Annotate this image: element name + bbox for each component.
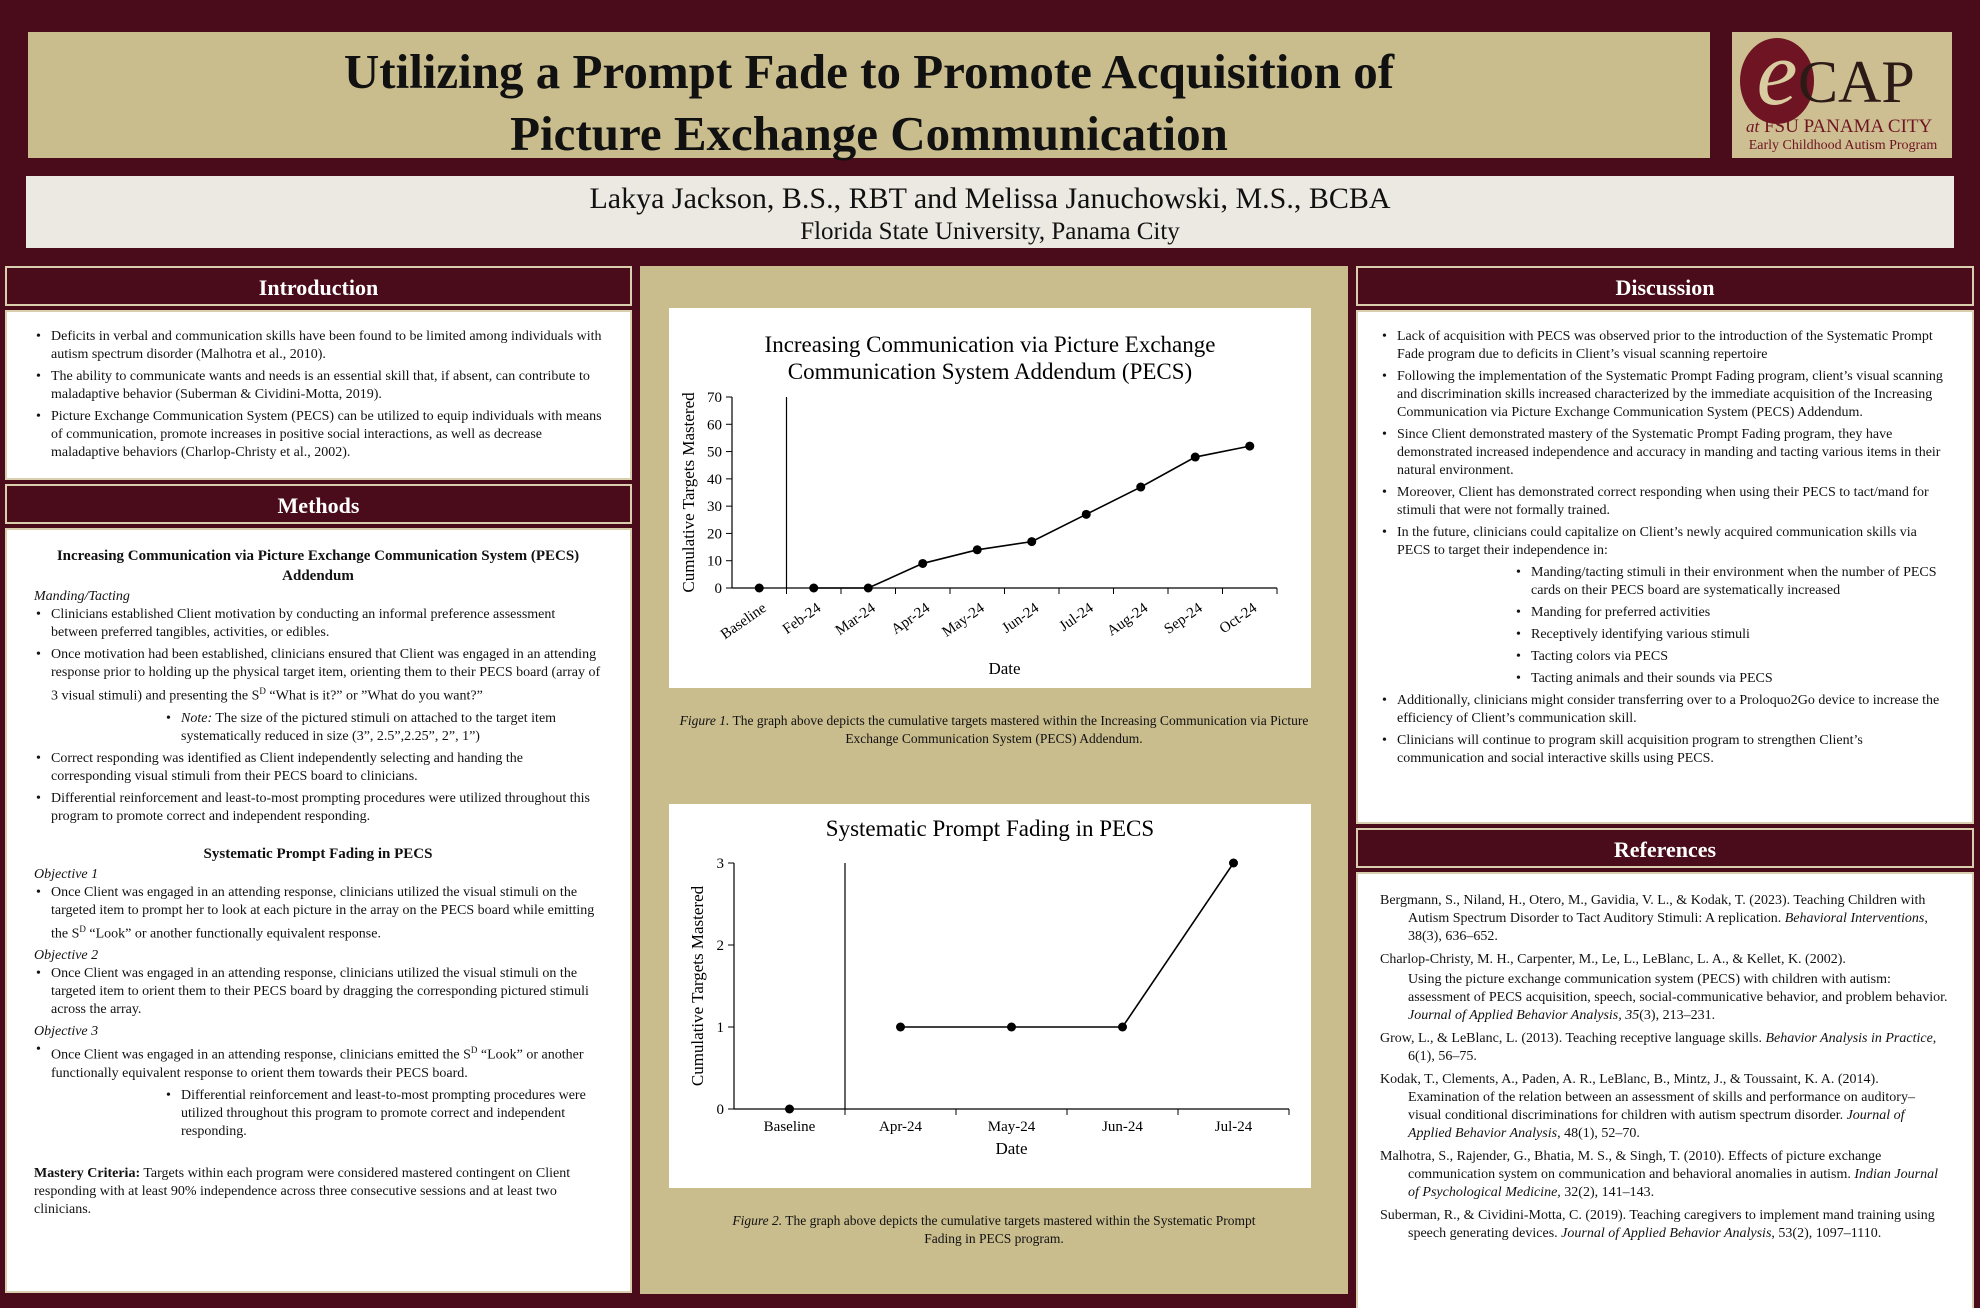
figure-1-label: Figure 1. [679,713,730,728]
program1-bullet-text: Once motivation had been established, clinicians ensured that Client was engaged in an attending response prior to holding up the physical target item, orienting them to their PECS board (array of 3 visual stimuli) and presenting the S [51,647,601,704]
middle-column [640,266,1348,1294]
right-column [1356,266,1974,1294]
y-tick-label: 3 [716,856,724,872]
sd-superscript: D [470,1045,478,1056]
introduction-list [34,328,602,462]
reference-item-continued [1380,971,1948,1025]
figure-2-card [669,804,1311,1188]
ref-text: , 53(2), 1097–1110. [1771,1226,1882,1241]
mastery-criteria [34,1165,602,1219]
program1-list [34,606,602,706]
discussion-sub-bullet: • Manding/tacting stimuli in their environment when the number of PECS cards on their PECS board are systematically increased [1514,564,1944,600]
objective-1-list [34,884,602,944]
y-tick-label: 60 [707,417,722,434]
objective-3-list [34,1041,602,1083]
objective-bullet [34,884,602,944]
data-point [1082,510,1091,519]
logo-at: at [1746,117,1760,136]
figure-1-card [669,308,1311,688]
x-tick-label: Aug-24 [1104,600,1152,640]
data-point [1027,537,1036,546]
data-point [896,1023,905,1032]
reference-item [1380,1071,1948,1143]
y-tick-label: 2 [716,938,724,954]
note-bullet [164,710,602,746]
ecap-logo [1732,22,1952,158]
reference-item [1380,1030,1948,1066]
x-axis-label: Date [995,1139,1028,1158]
data-point [1245,442,1254,451]
discussion-heading: Discussion [1356,266,1974,306]
figure-1-caption [654,712,1334,748]
objective-2-label: Objective 2 [34,948,99,964]
ref-text: Using the picture exchange communication system (PECS) with children with autism: assessment of PECS acquisition, speech, social-communicative behavior, and problem behavior. [1408,972,1948,1005]
x-tick-label: Apr-24 [888,600,934,638]
ref-journal: Behavioral Interventions [1784,911,1925,926]
x-tick-label: Jul-24 [1214,1119,1253,1135]
data-point [785,1105,794,1114]
introduction-heading: Introduction [5,266,632,306]
title-line-1: Utilizing a Prompt Fade to Promote Acquisition of [343,44,1395,99]
note-label: Note: [181,710,213,726]
logo-e-letter: e [1740,38,1814,124]
discussion-sub-bullet: • Receptively identifying various stimuli [1514,626,1944,644]
ref-text: Suberman, R., & Cividini-Motta, C. (2019). Teaching caregivers to implement mand training using speech generating devices. [1380,1208,1935,1241]
mastery-label: Mastery Criteria: [34,1165,141,1181]
author-band [26,176,1954,248]
y-axis-label: Cumulative Targets Mastered [679,392,698,593]
discussion-box [1356,310,1974,824]
x-tick-label: May-24 [987,1119,1036,1135]
data-point [864,584,873,593]
data-point [1191,453,1200,462]
intro-bullet: • Deficits in verbal and communication skills have been found to be limited among individuals with autism spectrum disorder (Malhotra et al., 2010). [34,328,602,364]
x-tick-label: May-24 [939,600,988,641]
data-point [755,584,764,593]
title-line-2: Picture Exchange Communication [510,106,1228,161]
series-line [814,446,1250,588]
program1-bullet: • Correct responding was identified as Client independently selecting and handing the corresponding visual stimuli from their PECS board to clinicians. [34,750,602,786]
ref-journal: Journal of Applied Behavior Analysis [1408,1108,1905,1141]
x-tick-label: Feb-24 [780,600,825,638]
reference-item [1380,1207,1948,1243]
discussion-sublist [1514,564,1944,688]
program1-title: Increasing Communication via Picture Exchange Communication System (PECS) Addendum [56,548,580,584]
figure-2-label: Figure 2. [732,1213,783,1228]
discussion-bullet: • Additionally, clinicians might consider transferring over to a Proloquo2Go device to increase the efficiency of Client’s communication skill. [1380,692,1944,728]
ref-journal: Indian Journal of Psychological Medicine [1408,1167,1938,1200]
program1-bullet-text: “What is it?” or ”What do you want?” [265,688,483,704]
data-point [973,545,982,554]
x-tick-label: Mar-24 [832,600,879,639]
ref-text: , 6(1), 56–75. [1408,1031,1937,1064]
x-tick-label: Oct-24 [1216,600,1261,638]
ref-text: , 32(2), 141–143. [1557,1185,1655,1200]
program1-bullet: • Differential reinforcement and least-to-most prompting procedures were utilized throughout this program to promote correct and independent responding. [34,790,602,826]
sd-superscript: D [79,923,86,934]
discussion-bullet: • Following the implementation of the Systematic Prompt Fading program, client’s visual scanning and discrimination skills increased characterized by the immediate acquisition of the Increasing Communication via Picture Exchange Communication System (PECS) Addendum. [1380,368,1944,422]
series-line [901,863,1234,1027]
mastery-text: Targets within each program were considered mastered contingent on Client responding with at least 90% independence across three consecutive sessions and at least two clinicians. [34,1165,571,1217]
authors: Lakya Jackson, B.S., RBT and Melissa Januchowski, M.S., BCBA [589,182,1391,215]
manding-label: Manding/Tacting [34,589,130,604]
y-tick-label: 1 [716,1020,724,1036]
figure-2-caption-text: The graph above depicts the cumulative targets mastered within the Systematic Prompt Fading in PECS program. [782,1213,1256,1246]
affiliation: Florida State University, Panama City [800,218,1180,245]
discussion-bullet: • Lack of acquisition with PECS was observed prior to the introduction of the Systematic Prompt Fade program due to deficits in Client’s visual scanning repertoire [1380,328,1944,364]
program1-list-2 [34,750,602,826]
discussion-list [1380,328,1944,560]
y-tick-label: 30 [707,499,722,516]
x-tick-label: Jul-24 [1056,600,1097,635]
chart1-title-line2: Communication System Addendum (PECS) [787,359,1193,384]
ref-text: Grow, L., & LeBlanc, L. (2013). Teaching receptive language skills. [1380,1031,1766,1046]
methods-box [5,528,632,1293]
methods-heading: Methods [5,484,632,524]
x-tick-label: Apr-24 [878,1119,923,1135]
x-tick-label: Jun-24 [1102,1119,1143,1135]
discussion-sub-bullet: • Manding for preferred activities [1514,604,1944,622]
ref-journal: Journal of Applied Behavior Analysis [1561,1226,1772,1241]
objective-2-list [34,965,602,1019]
data-point [1118,1023,1127,1032]
ref-journal: Journal of Applied Behavior Analysis, 35 [1408,1008,1640,1023]
discussion-bullet: • Moreover, Client has demonstrated correct responding when using their PECS to tact/mand for stimuli that were not formally trained. [1380,484,1944,520]
program1-bullet [34,646,602,706]
poster-title [28,32,1710,165]
objective-sub-bullet: • Differential reinforcement and least-to-most prompting procedures were utilized throughout this program to promote correct and independent responding. [164,1087,602,1141]
data-point [918,559,927,568]
ref-text: Kodak, T., Clements, A., Paden, A. R., LeBlanc, B., Mintz, J., & Toussaint, K. A. (2014). Examination of the relation between an assessment of skills and performance on auditory–visual conditional discriminations for children with autism spectrum disorder. [1380,1072,1915,1123]
objective-bullet [34,1041,602,1083]
discussion-sub-bullet: • Tacting colors via PECS [1514,648,1944,666]
y-tick-label: 40 [707,471,722,488]
chart1-title-line1: Increasing Communication via Picture Exchange [764,332,1216,357]
y-axis-label: Cumulative Targets Mastered [688,885,707,1087]
y-tick-label: 10 [707,553,722,570]
data-point [1007,1023,1016,1032]
objective-text: “Look” or another functionally equivalent response to orient them towards their PECS board. [51,1047,584,1081]
y-tick-label: 20 [707,526,722,543]
ref-text: Bergmann, S., Niland, H., Otero, M., Gavidia, V. L., & Kodak, T. (2023). Teaching Children with Autism Spectrum Disorder to Tact Auditory Stimuli: A replication. [1380,893,1926,926]
sd-superscript: D [259,686,266,696]
program1-bullet: • Clinicians established Client motivation by conducting an informal preference assessment between preferred tangibles, activities, or edibles. [34,606,602,642]
left-column [5,266,632,1294]
reference-item [1380,951,1948,969]
objective-bullet: • Once Client was engaged in an attending response, clinicians utilized the visual stimuli on the targeted item to orient them to their PECS board by dragging the corresponding pictured stimuli across the array. [34,965,602,1019]
x-tick-label: Baseline [763,1119,816,1135]
ref-text: , 48(1), 52–70. [1557,1126,1640,1141]
intro-bullet: • The ability to communicate wants and needs is an essential skill that, if absent, can contribute to maladaptive behavior (Suberman & Cividini-Motta, 2019). [34,368,602,404]
y-tick-label: 0 [716,1102,724,1118]
figure-1-caption-text: The graph above depicts the cumulative targets mastered within the Increasing Communication via Picture Exchange Communication System (PECS) Addendum. [729,713,1309,746]
ref-journal: Behavior Analysis in Practice [1765,1031,1933,1046]
objective-1-label: Objective 1 [34,866,99,882]
introduction-box [5,310,632,480]
figure-2-chart [669,804,1311,1188]
figure-2-caption [714,1212,1274,1248]
discussion-bullet: • In the future, clinicians could capitalize on Client’s newly acquired communication skills via PECS to target their independence in: [1380,524,1944,560]
ref-text: , 38(3), 636–652. [1408,911,1928,944]
figure-1-chart [669,308,1311,688]
discussion-list-2 [1380,692,1944,768]
x-axis-label: Date [988,659,1021,678]
x-tick-label: Baseline [718,600,770,643]
discussion-sub-bullet: • Tacting animals and their sounds via PECS [1514,670,1944,688]
x-tick-label: Sep-24 [1161,600,1206,638]
references-box [1356,872,1974,1308]
objective-text: Once Client was engaged in an attending response, clinicians utilized the visual stimuli on the targeted item to prompt her to look at each picture in the array on the PECS board while emitting the S [51,884,595,942]
program2-title: Systematic Prompt Fading in PECS [203,845,433,862]
logo-program: Early Childhood Autism Program [1748,138,1938,153]
logo-campus [1746,116,1932,138]
y-tick-label: 50 [707,444,722,461]
discussion-bullet: • Clinicians will continue to program skill acquisition program to strengthen Client’s communication and social interactive skills using PECS. [1380,732,1944,768]
note-text: The size of the pictured stimuli on attached to the target item systematically reduced in size (3”, 2.5”,2.25”, 2”, 1”) [181,710,557,744]
references-heading: References [1356,828,1974,868]
logo-campus-name: FSU PANAMA CITY [1763,116,1933,137]
objective-3-sublist [164,1087,602,1141]
ref-text: (3), 213–231. [1639,1008,1716,1023]
note-list [34,710,602,746]
chart2-title: Systematic Prompt Fading in PECS [825,816,1155,841]
objective-text: “Look” or another functionally equivalent response. [85,926,381,942]
y-tick-label: 70 [707,390,722,406]
ref-text: Charlop-Christy, M. H., Carpenter, M., Le, L., LeBlanc, L. A., & Kellet, K. (2002). [1380,952,1846,967]
objective-3-label: Objective 3 [34,1024,99,1040]
objective-text: Once Client was engaged in an attending response, clinicians emitted the S [51,1047,471,1063]
y-tick-label: 0 [714,581,722,597]
discussion-bullet: • Since Client demonstrated mastery of the Systematic Prompt Fading program, they have demonstrated increased independence and accuracy in manding and tacting various items in their natural environment. [1380,426,1944,480]
reference-item [1380,1148,1948,1202]
reference-item [1380,892,1948,946]
x-tick-label: Jun-24 [999,600,1043,637]
data-point [1229,859,1238,868]
title-band [28,32,1710,161]
logo-cap-text: CAP [1798,49,1915,115]
data-point [1136,483,1145,492]
intro-bullet: • Picture Exchange Communication System (PECS) can be utilized to equip individuals with means of communication, promote increases in positive social interactions, as well as decrease maladaptive behaviors (Charlop-Christy et al., 2002). [34,408,602,462]
data-point [809,584,818,593]
ref-text: Malhotra, S., Rajender, G., Bhatia, M. S., & Singh, T. (2010). Effects of picture exchange communication system on communication and behavioral anomalies in autism. [1380,1149,1882,1182]
